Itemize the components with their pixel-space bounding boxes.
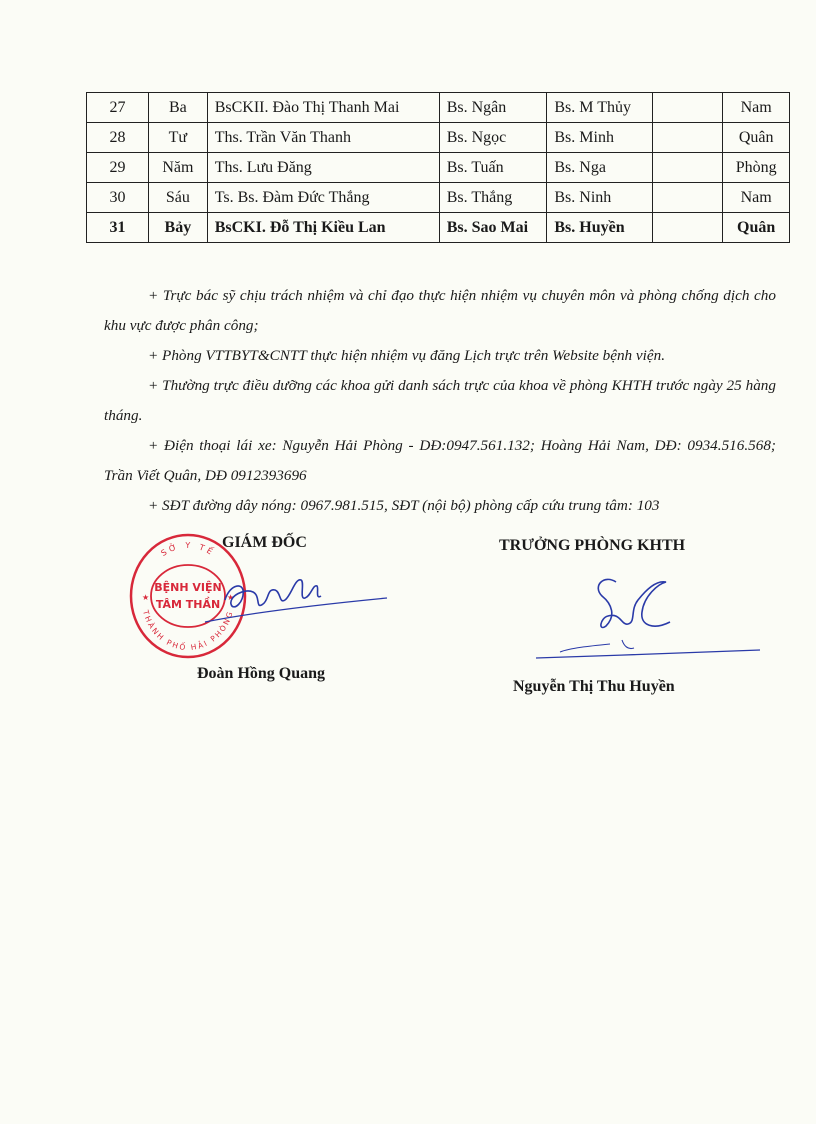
duty-doctor: BsCKI. Đỗ Thị Kiều Lan (207, 213, 439, 243)
duty-doctor: BsCKII. Đào Thị Thanh Mai (207, 93, 439, 123)
svg-text:SỞ Y TẾ (159, 540, 217, 558)
row-number: 29 (87, 153, 149, 183)
seal-star-left: ★ (142, 593, 150, 602)
duty-physician-1: Bs. Thắng (439, 183, 547, 213)
duty-doctor: Ths. Trần Văn Thanh (207, 123, 439, 153)
khth-head-name: Nguyễn Thị Thu Huyền (513, 678, 675, 695)
row-number: 27 (87, 93, 149, 123)
seal-top-text: SỞ Y TẾ (159, 540, 217, 558)
day-of-week: Sáu (149, 183, 208, 213)
table-row (87, 123, 790, 153)
note-doctor-duty: + Trực bác sỹ chịu trách nhiệm và chỉ đạo thực hiện nhiệm vụ chuyên môn và phòng chống dịch cho khu vực được phân công; (104, 287, 776, 334)
duty-driver: Quân (723, 213, 790, 243)
duty-physician-2: Bs. Huyền (547, 213, 653, 243)
duty-roster-table (86, 92, 790, 243)
day-of-week: Năm (149, 153, 208, 183)
duty-physician-2: Bs. Minh (547, 123, 653, 153)
duty-doctor: Ths. Lưu Đăng (207, 153, 439, 183)
duty-doctor: Ts. Bs. Đàm Đức Thắng (207, 183, 439, 213)
empty-cell (652, 213, 722, 243)
director-name: Đoàn Hồng Quang (197, 665, 326, 682)
empty-cell (652, 183, 722, 213)
seal-line-1: BỆNH VIỆN (154, 581, 222, 594)
note-nursing: + Thường trực điều dưỡng các khoa gửi danh sách trực của khoa về phòng KHTH trước ngày 25 hàng tháng. (104, 377, 776, 424)
director-signature (195, 560, 395, 640)
duty-physician-2: Bs. Nga (547, 153, 653, 183)
duty-physician-2: Bs. Ninh (547, 183, 653, 213)
roster-body (87, 93, 790, 243)
duty-physician-1: Bs. Ngân (439, 93, 547, 123)
table-row (87, 183, 790, 213)
duty-physician-1: Bs. Tuấn (439, 153, 547, 183)
seal-line-2: TÂM THẦN (155, 598, 221, 611)
seal-star-right: ★ (227, 593, 235, 602)
note-hotline: + SĐT đường dây nóng: 0967.981.515, SĐT (nội bộ) phòng cấp cứu trung tâm: 103 (148, 497, 660, 514)
empty-cell (652, 93, 722, 123)
duty-physician-2: Bs. M Thủy (547, 93, 653, 123)
duty-driver: Quân (723, 123, 790, 153)
note-driver-phones: + Điện thoại lái xe: Nguyễn Hải Phòng - DĐ:0947.561.132; Hoàng Hải Nam, DĐ: 0934.516.568; Trần Viết Quân, DĐ 0912393696 (104, 437, 776, 484)
seal-bottom-text: THÀNH PHỐ HẢI PHÒNG (141, 609, 235, 653)
table-row (87, 153, 790, 183)
khth-head-signature (530, 560, 770, 670)
empty-cell (652, 123, 722, 153)
day-of-week: Bảy (149, 213, 208, 243)
duty-physician-1: Bs. Ngọc (439, 123, 547, 153)
notes-section (104, 281, 776, 521)
row-number: 28 (87, 123, 149, 153)
empty-cell (652, 153, 722, 183)
day-of-week: Ba (149, 93, 208, 123)
row-number: 31 (87, 213, 149, 243)
day-of-week: Tư (149, 123, 208, 153)
duty-driver: Phòng (723, 153, 790, 183)
table-row (87, 93, 790, 123)
table-row (87, 213, 790, 243)
duty-driver: Nam (723, 183, 790, 213)
duty-driver: Nam (723, 93, 790, 123)
row-number: 30 (87, 183, 149, 213)
note-website: + Phòng VTTBYT&CNTT thực hiện nhiệm vụ đăng Lịch trực trên Website bệnh viện. (148, 347, 666, 364)
khth-head-title: TRƯỞNG PHÒNG KHTH (499, 537, 686, 554)
director-title: GIÁM ĐỐC (222, 534, 307, 551)
duty-physician-1: Bs. Sao Mai (439, 213, 547, 243)
